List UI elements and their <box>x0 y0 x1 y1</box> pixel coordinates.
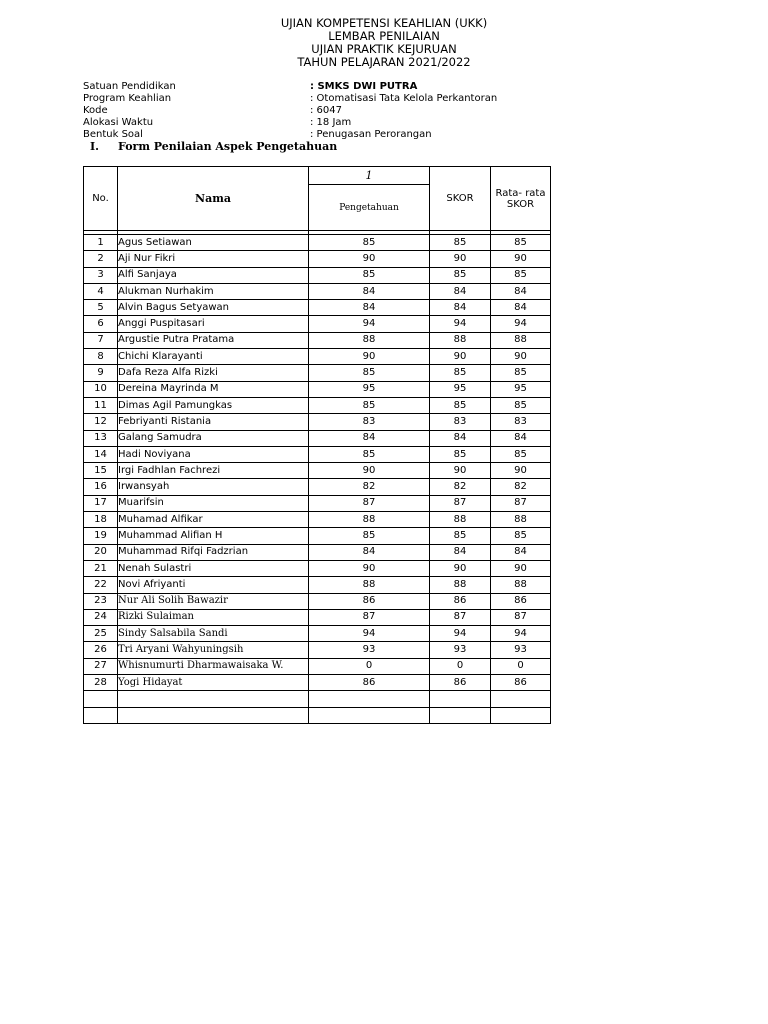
row-no: 18 <box>84 512 118 528</box>
table-row <box>84 267 551 283</box>
header-rata-rata-skor <box>491 167 551 231</box>
row-no: 8 <box>84 349 118 365</box>
row-skor: 86 <box>430 675 491 691</box>
header-nama: Nama <box>118 167 309 231</box>
row-skor: 88 <box>430 577 491 593</box>
row-rata-rata: 0 <box>491 658 551 674</box>
table-row <box>84 251 551 267</box>
row-no: 9 <box>84 365 118 381</box>
empty-cell <box>430 707 491 723</box>
row-no: 1 <box>84 235 118 251</box>
row-no: 10 <box>84 381 118 397</box>
row-nama: Muarifsin <box>118 495 309 511</box>
row-rata-rata: 90 <box>491 560 551 576</box>
row-nama: Dimas Agil Pamungkas <box>118 397 309 413</box>
row-pengetahuan: 88 <box>309 512 430 528</box>
row-pengetahuan: 85 <box>309 365 430 381</box>
row-skor: 87 <box>430 609 491 625</box>
row-rata-rata: 85 <box>491 235 551 251</box>
row-no: 26 <box>84 642 118 658</box>
row-pengetahuan: 85 <box>309 528 430 544</box>
title-line-3: UJIAN PRAKTIK KEJURUAN <box>311 42 457 56</box>
row-rata-rata: 83 <box>491 414 551 430</box>
row-pengetahuan: 82 <box>309 479 430 495</box>
row-nama: Novi Afriyanti <box>118 577 309 593</box>
table-row <box>84 609 551 625</box>
row-no: 5 <box>84 300 118 316</box>
row-nama: Alvin Bagus Setyawan <box>118 300 309 316</box>
meta-value-program: : Otomatisasi Tata Kelola Perkantoran <box>310 93 498 104</box>
row-no: 17 <box>84 495 118 511</box>
row-rata-rata: 93 <box>491 642 551 658</box>
empty-cell <box>309 691 430 707</box>
row-no: 12 <box>84 414 118 430</box>
meta-label-program: Program Keahlian <box>83 93 172 104</box>
row-skor: 90 <box>430 463 491 479</box>
table-row <box>84 446 551 462</box>
row-rata-rata: 84 <box>491 430 551 446</box>
meta-label-kode: Kode <box>83 105 108 116</box>
row-skor: 85 <box>430 446 491 462</box>
row-skor: 87 <box>430 495 491 511</box>
row-no: 11 <box>84 397 118 413</box>
table-row <box>84 430 551 446</box>
row-pengetahuan: 94 <box>309 316 430 332</box>
row-no: 15 <box>84 463 118 479</box>
row-skor: 95 <box>430 381 491 397</box>
row-no: 13 <box>84 430 118 446</box>
row-no: 6 <box>84 316 118 332</box>
meta-value-satuan: : SMKS DWI PUTRA <box>310 81 418 92</box>
row-pengetahuan: 85 <box>309 446 430 462</box>
row-rata-rata: 85 <box>491 528 551 544</box>
section-title: Form Penilaian Aspek Pengetahuan <box>118 140 338 153</box>
title-line-4: TAHUN PELAJARAN 2021/2022 <box>297 55 471 69</box>
row-nama: Anggi Puspitasari <box>118 316 309 332</box>
row-no: 27 <box>84 658 118 674</box>
row-rata-rata: 86 <box>491 675 551 691</box>
row-rata-rata: 85 <box>491 446 551 462</box>
row-rata-rata: 84 <box>491 283 551 299</box>
row-skor: 88 <box>430 512 491 528</box>
table-row <box>84 397 551 413</box>
row-nama: Muhammad Rifqi Fadzrian <box>118 544 309 560</box>
row-pengetahuan: 90 <box>309 463 430 479</box>
row-skor: 84 <box>430 430 491 446</box>
row-skor: 93 <box>430 642 491 658</box>
empty-cell <box>84 707 118 723</box>
row-skor: 88 <box>430 332 491 348</box>
row-nama: Argustie Putra Pratama <box>118 332 309 348</box>
table-row <box>84 332 551 348</box>
row-pengetahuan: 88 <box>309 332 430 348</box>
row-rata-rata: 95 <box>491 381 551 397</box>
header-no: No. <box>84 167 118 231</box>
row-nama: Dereina Mayrinda M <box>118 381 309 397</box>
header-skor: SKOR <box>430 167 491 231</box>
row-nama: Yogi Hidayat <box>118 675 309 691</box>
empty-cell <box>118 691 309 707</box>
row-no: 3 <box>84 267 118 283</box>
meta-label-satuan: Satuan Pendidikan <box>83 81 176 92</box>
row-pengetahuan: 87 <box>309 609 430 625</box>
row-no: 14 <box>84 446 118 462</box>
row-rata-rata: 87 <box>491 495 551 511</box>
row-pengetahuan: 86 <box>309 593 430 609</box>
title-line-2: LEMBAR PENILAIAN <box>328 29 440 43</box>
row-pengetahuan: 90 <box>309 560 430 576</box>
row-nama: Muhamad Alfikar <box>118 512 309 528</box>
table-row <box>84 626 551 642</box>
row-skor: 90 <box>430 251 491 267</box>
table-row <box>84 300 551 316</box>
row-pengetahuan: 0 <box>309 658 430 674</box>
row-pengetahuan: 86 <box>309 675 430 691</box>
row-rata-rata: 90 <box>491 349 551 365</box>
row-nama: Muhammad Alifian H <box>118 528 309 544</box>
empty-cell <box>430 691 491 707</box>
row-skor: 84 <box>430 544 491 560</box>
row-no: 16 <box>84 479 118 495</box>
row-nama: Alukman Nurhakim <box>118 283 309 299</box>
table-row <box>84 642 551 658</box>
row-rata-rata: 88 <box>491 512 551 528</box>
row-rata-rata: 82 <box>491 479 551 495</box>
table-row <box>84 316 551 332</box>
row-rata-rata: 90 <box>491 463 551 479</box>
row-pengetahuan: 84 <box>309 430 430 446</box>
row-rata-rata: 86 <box>491 593 551 609</box>
title-line-1: UJIAN KOMPETENSI KEAHLIAN (UKK) <box>280 16 488 30</box>
row-no: 7 <box>84 332 118 348</box>
row-no: 4 <box>84 283 118 299</box>
row-rata-rata: 94 <box>491 316 551 332</box>
row-no: 2 <box>84 251 118 267</box>
row-rata-rata: 84 <box>491 544 551 560</box>
table-row <box>84 560 551 576</box>
row-nama: Galang Samudra <box>118 430 309 446</box>
row-skor: 83 <box>430 414 491 430</box>
row-nama: Tri Aryani Wahyuningsih <box>118 642 309 658</box>
row-rata-rata: 94 <box>491 626 551 642</box>
table-row <box>84 512 551 528</box>
row-pengetahuan: 87 <box>309 495 430 511</box>
table-row <box>84 675 551 691</box>
table-row <box>84 235 551 251</box>
row-skor: 85 <box>430 365 491 381</box>
row-skor: 84 <box>430 283 491 299</box>
row-no: 25 <box>84 626 118 642</box>
row-nama: Dafa Reza Alfa Rizki <box>118 365 309 381</box>
meta-label-alokasi: Alokasi Waktu <box>83 117 154 128</box>
row-skor: 86 <box>430 593 491 609</box>
empty-cell <box>84 691 118 707</box>
row-no: 28 <box>84 675 118 691</box>
row-pengetahuan: 85 <box>309 267 430 283</box>
row-rata-rata: 85 <box>491 397 551 413</box>
row-skor: 85 <box>430 267 491 283</box>
table-row <box>84 463 551 479</box>
table-row <box>84 577 551 593</box>
row-pengetahuan: 93 <box>309 642 430 658</box>
row-skor: 85 <box>430 397 491 413</box>
row-skor: 85 <box>430 528 491 544</box>
empty-cell <box>491 707 551 723</box>
row-nama: Whisnumurti Dharmawaisaka W. <box>118 658 309 674</box>
row-pengetahuan: 85 <box>309 235 430 251</box>
section-heading <box>90 140 337 153</box>
row-no: 20 <box>84 544 118 560</box>
table-row <box>84 381 551 397</box>
row-pengetahuan: 83 <box>309 414 430 430</box>
row-no: 19 <box>84 528 118 544</box>
row-rata-rata: 88 <box>491 332 551 348</box>
meta-label-bentuk: Bentuk Soal <box>83 129 143 140</box>
row-skor: 84 <box>430 300 491 316</box>
row-rata-rata: 87 <box>491 609 551 625</box>
row-nama: Hadi Noviyana <box>118 446 309 462</box>
row-rata-rata: 88 <box>491 577 551 593</box>
row-skor: 82 <box>430 479 491 495</box>
row-pengetahuan: 88 <box>309 577 430 593</box>
row-pengetahuan: 90 <box>309 251 430 267</box>
row-skor: 85 <box>430 235 491 251</box>
row-nama: Chichi Klarayanti <box>118 349 309 365</box>
table-row <box>84 479 551 495</box>
row-pengetahuan: 84 <box>309 300 430 316</box>
row-nama: Rizki Sulaiman <box>118 609 309 625</box>
row-nama: Febriyanti Ristania <box>118 414 309 430</box>
row-skor: 0 <box>430 658 491 674</box>
meta-value-alokasi: : 18 Jam <box>310 117 352 128</box>
row-rata-rata: 84 <box>491 300 551 316</box>
empty-cell <box>309 707 430 723</box>
header-pengetahuan: Pengetahuan <box>309 185 430 231</box>
row-nama: Sindy Salsabila Sandi <box>118 626 309 642</box>
table-row <box>84 349 551 365</box>
row-pengetahuan: 84 <box>309 283 430 299</box>
row-pengetahuan: 90 <box>309 349 430 365</box>
row-pengetahuan: 84 <box>309 544 430 560</box>
header-rata-line-2: SKOR <box>506 198 535 210</box>
empty-cell <box>118 707 309 723</box>
row-rata-rata: 85 <box>491 267 551 283</box>
table-row <box>84 283 551 299</box>
row-skor: 94 <box>430 626 491 642</box>
row-nama: Nur Ali Solih Bawazir <box>118 593 309 609</box>
row-nama: Agus Setiawan <box>118 235 309 251</box>
row-no: 22 <box>84 577 118 593</box>
row-nama: Aji Nur Fikri <box>118 251 309 267</box>
row-no: 21 <box>84 560 118 576</box>
row-nama: Irgi Fadhlan Fachrezi <box>118 463 309 479</box>
row-skor: 90 <box>430 560 491 576</box>
row-no: 23 <box>84 593 118 609</box>
table-row <box>84 528 551 544</box>
table-row <box>84 544 551 560</box>
row-rata-rata: 90 <box>491 251 551 267</box>
table-row <box>84 593 551 609</box>
empty-cell <box>491 691 551 707</box>
row-pengetahuan: 95 <box>309 381 430 397</box>
row-nama: Nenah Sulastri <box>118 560 309 576</box>
row-pengetahuan: 94 <box>309 626 430 642</box>
header-group-number: 1 <box>309 167 430 185</box>
meta-value-kode: : 6047 <box>310 105 342 116</box>
section-number: I. <box>90 140 99 153</box>
row-no: 24 <box>84 609 118 625</box>
score-table <box>83 166 551 724</box>
row-pengetahuan: 85 <box>309 397 430 413</box>
row-nama: Alfi Sanjaya <box>118 267 309 283</box>
row-nama: Irwansyah <box>118 479 309 495</box>
meta-value-bentuk: : Penugasan Perorangan <box>310 129 432 140</box>
row-rata-rata: 85 <box>491 365 551 381</box>
row-skor: 90 <box>430 349 491 365</box>
row-skor: 94 <box>430 316 491 332</box>
table-row <box>84 658 551 674</box>
header-rata-line-1: Rata- rata <box>495 187 546 199</box>
table-row <box>84 495 551 511</box>
table-row <box>84 365 551 381</box>
table-row <box>84 414 551 430</box>
